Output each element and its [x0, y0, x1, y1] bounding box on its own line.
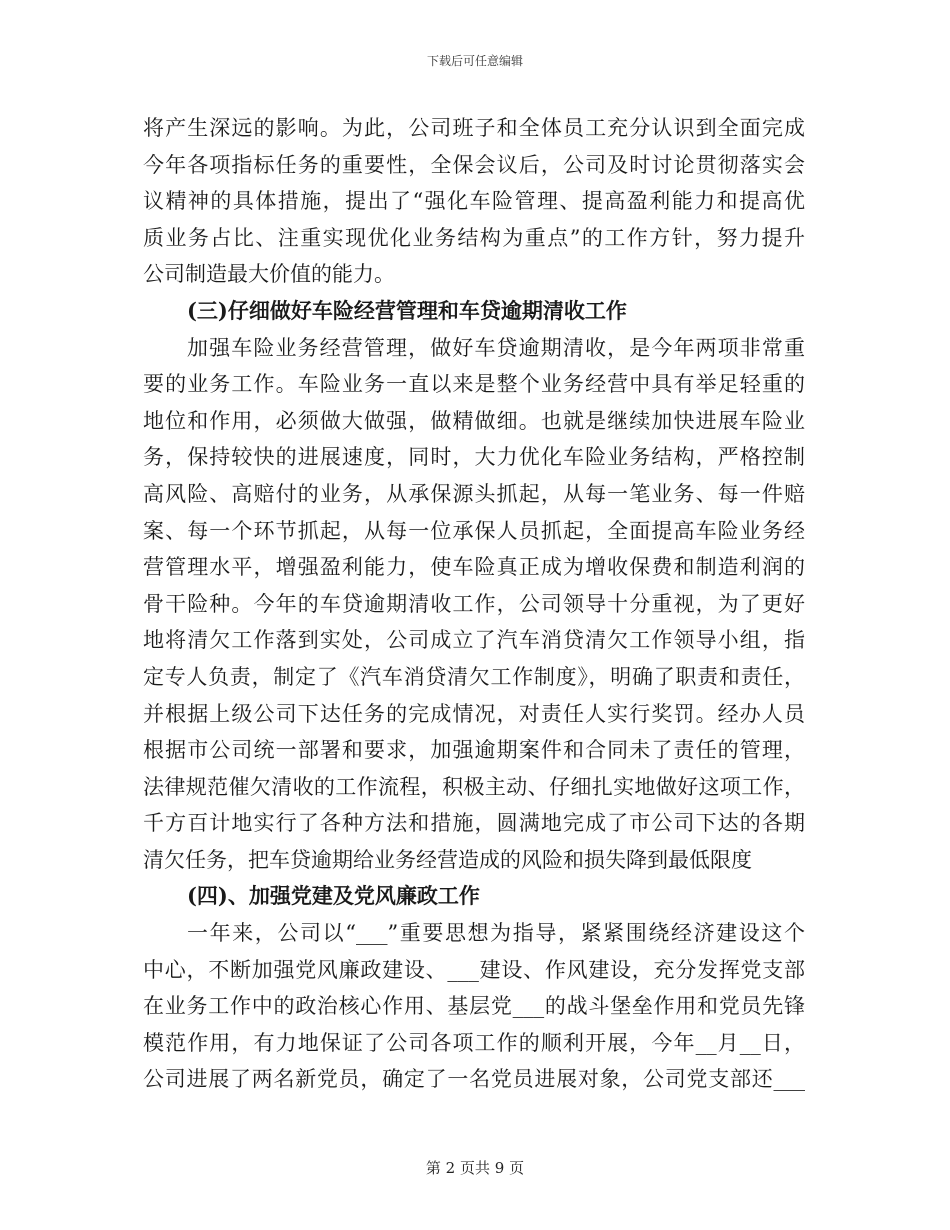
- paragraph-line: 中心，不断加强党风廉政建设、___建设、作风建设，充分发挥党支部: [143, 957, 805, 982]
- paragraph-line: 公司进展了两名新党员，确定了一名党员进展对象，公司党支部还___: [143, 1067, 805, 1092]
- paragraph-line: 千方百计地实行了各种方法和措施，圆满地完成了市公司下达的各期: [143, 811, 805, 836]
- paragraph-line: 骨干险种。今年的车贷逾期清收工作，公司领导十分重视，为了更好: [143, 591, 805, 616]
- paragraph-line: 加强车险业务经营管理，做好车贷逾期清收，是今年两项非常重: [187, 335, 805, 360]
- paragraph-line: 务，保持较快的进展速度，同时，大力优化车险业务结构，严格控制: [143, 445, 805, 470]
- paragraph-line: 质业务占比、注重实现优化业务结构为重点”的工作方针，努力提升: [143, 225, 805, 250]
- paragraph-line: 公司制造最大价值的能力。: [143, 262, 395, 287]
- paragraph-line: 法律规范催欠清收的工作流程，积极主动、仔细扎实地做好这项工作，: [143, 774, 805, 799]
- section-heading-3: (三)仔细做好车险经营管理和车贷逾期清收工作: [187, 297, 627, 323]
- paragraph-line: 模范作用，有力地保证了公司各项工作的顺利开展，今年__月__日，: [143, 1030, 805, 1055]
- paragraph-line: 要的业务工作。车险业务一直以来是整个业务经营中具有举足轻重的: [143, 372, 805, 397]
- paragraph-line: 根据市公司统一部署和要求，加强逾期案件和合同未了责任的管理，: [143, 738, 805, 763]
- paragraph-line: 地位和作用，必须做大做强，做精做细。也就是继续加快进展车险业: [143, 408, 805, 433]
- page-footer: 第 2 页共 9 页: [425, 1159, 525, 1177]
- paragraph-line: 今年各项指标任务的重要性，全保会议后，公司及时讨论贯彻落实会: [143, 152, 805, 177]
- paragraph-line: 营管理水平，增强盈利能力，使车险真正成为增收保费和制造利润的: [143, 555, 805, 580]
- page-header: 下载后可任意编辑: [426, 54, 523, 68]
- paragraph-line: 定专人负责，制定了《汽车消贷清欠工作制度》，明确了职责和责任，: [143, 664, 805, 689]
- paragraph-line: 一年来，公司以“___”重要思想为指导，紧紧围绕经济建设这个: [187, 921, 805, 946]
- section-heading-4: (四)、加强党建及党风廉政工作: [187, 883, 480, 909]
- paragraph-line: 地将清欠工作落到实处，公司成立了汽车消贷清欠工作领导小组，指: [143, 628, 805, 653]
- document-body: [143, 110, 805, 1098]
- paragraph-line: 议精神的具体措施，提出了“强化车险管理、提高盈利能力和提高优: [143, 189, 805, 214]
- paragraph-line: 案、每一个环节抓起，从每一位承保人员抓起，全面提高车险业务经: [143, 518, 805, 543]
- paragraph-line: 在业务工作中的政治核心作用、基层党___的战斗堡垒作用和党员先锋: [143, 994, 805, 1019]
- paragraph-line: 将产生深远的影响。为此，公司班子和全体员工充分认识到全面完成: [143, 116, 805, 140]
- paragraph-line: 高风险、高赔付的业务，从承保源头抓起，从每一笔业务、每一件赔: [143, 481, 805, 506]
- paragraph-line: 并根据上级公司下达任务的完成情况，对责任人实行奖罚。经办人员: [143, 701, 805, 726]
- paragraph-line: 清欠任务，把车贷逾期给业务经营造成的风险和损失降到最低限度: [143, 847, 752, 872]
